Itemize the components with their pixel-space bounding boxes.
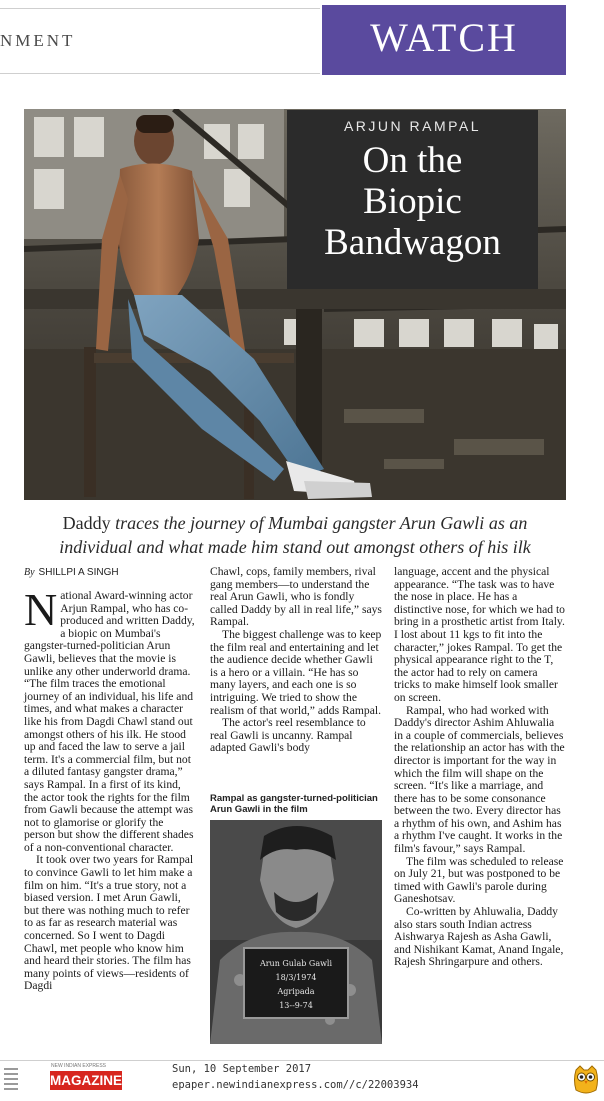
article-paragraph: The film was scheduled to release on July 21, but was postponed to be timed with Gawli's parole during Ganeshotsav. bbox=[394, 854, 564, 906]
drop-cap: N bbox=[24, 584, 58, 635]
magazine-logo: MAGAZINE bbox=[50, 1073, 122, 1088]
article-column-3 bbox=[394, 566, 566, 969]
article-paragraph: Rampal, who had worked with Daddy's director Ashim Ahluwalia in a couple of commercials, believes the relationship an actor has with the director is important for the way in which the film will shape on the screen. “It's like a marriage, and there has to be some consonance between the two. Every director has a rhythm of his own, and Ashim has a rhythm I've caught. It works in the film's favour,” says Rampal. bbox=[394, 703, 565, 856]
article-column-2 bbox=[210, 566, 382, 755]
headline-line: Biopic bbox=[363, 181, 462, 222]
headline-line: On the bbox=[362, 140, 463, 181]
byline bbox=[24, 567, 119, 578]
article-column-1 bbox=[24, 584, 197, 993]
publisher-name: NEW INDIAN EXPRESS bbox=[51, 1063, 107, 1069]
headline-line: Bandwagon bbox=[324, 222, 501, 263]
placard-line: Agripada bbox=[277, 987, 315, 996]
mugshot-photo bbox=[210, 820, 382, 1044]
owl-mascot-icon[interactable] bbox=[572, 1064, 600, 1096]
publisher-logo-icon bbox=[2, 1064, 42, 1094]
article-paragraph: It took over two years for Rampal to convince Gawli to let him make a film on him. “It's a true story, not a biased version. I met Arun Gawli, but there was nothing much to refer to as far as research material was concerned. So I went to Dagdi Chawl, met people who know him and heard their stories. The film has many points of views—residents of Dagdi bbox=[24, 853, 194, 993]
article-paragraph: Chawl, cops, family members, rival gang members—to understand the real Arun Gawli, who is fondly called Daddy by all in real life,” says Rampal. bbox=[210, 565, 382, 629]
byline-prefix: By bbox=[24, 567, 35, 578]
byline-author: SHILLPI A SINGH bbox=[38, 567, 119, 578]
article-paragraph bbox=[24, 584, 197, 854]
section-label: NMENT bbox=[0, 31, 76, 50]
placard-line: Arun Gulab Gawli bbox=[259, 959, 333, 968]
paragraph-text: ational Award-winning actor Arjun Rampal, who has co-produced and written Daddy, a biopic on Mumbai's gangster-turned-politician Arun Gawli, believes that the movie is unlike any other underworld drama. “The film traces the emotional journey of an individual, his life and times, and what makes a character like his from Dagdi Chawl stand out amongst others of his ilk. He stood up and faced the law to serve a jail term. It's a commercial film, but not a diluted fantasy gangster drama,” says Rampal. In a first of its kind, the actor took the rights for the film from Gawli because the attempt was not to glamorise or glorify the person but show the different shades of a non-conventional character. bbox=[24, 589, 195, 854]
article-paragraph: The actor's reel resemblance to real Gawli is uncanny. Rampal adapted Gawli's body bbox=[210, 716, 366, 755]
epaper-link[interactable]: epaper.newindianexpress.com//c/22003934 bbox=[172, 1079, 419, 1091]
issue-date: Sun, 10 September 2017 bbox=[172, 1063, 312, 1075]
deck-film-title: Daddy bbox=[62, 513, 111, 533]
section-title: WATCH bbox=[370, 15, 518, 60]
article-paragraph: The biggest challenge was to keep the film real and entertaining and let the audience decide whether Gawli is a hero or a villain. “He has so many layers, and each one is so intriguing. We tried to show the realism of that world,” adds Rampal. bbox=[210, 627, 382, 717]
footer-divider bbox=[0, 1060, 604, 1061]
placard-line: 18/3/1974 bbox=[275, 973, 317, 982]
deck bbox=[24, 511, 566, 559]
article-paragraph: language, accent and the physical appearance. “The task was to have the nose in place. He has a distinctive nose, for which we had to bring in a prosthetic artist from Italy. I lost about 11 kgs to fit into the character,” jokes Rampal. To get the physical appearance right to the T, the actor had to rely on camera tricks to make himself look smaller on screen. bbox=[394, 565, 565, 704]
deck-text: traces the journey of Mumbai gangster Arun Gawli as an individual and what made him stand out amongst others of his ilk bbox=[59, 513, 531, 557]
photo-caption: Rampal as gangster-turned-politician Arun Gawli in the film bbox=[210, 793, 378, 815]
placard-line: 13--9-74 bbox=[279, 1001, 313, 1010]
article-paragraph: Co-written by Ahluwalia, Daddy also stars south Indian actress Aishwarya Rajesh as Asha Gawli, and Nishikant Kamat, Anand Ingale, Rajesh Shringarpure and others. bbox=[394, 905, 564, 969]
kicker: ARJUN RAMPAL bbox=[343, 118, 482, 134]
headline bbox=[287, 140, 538, 263]
